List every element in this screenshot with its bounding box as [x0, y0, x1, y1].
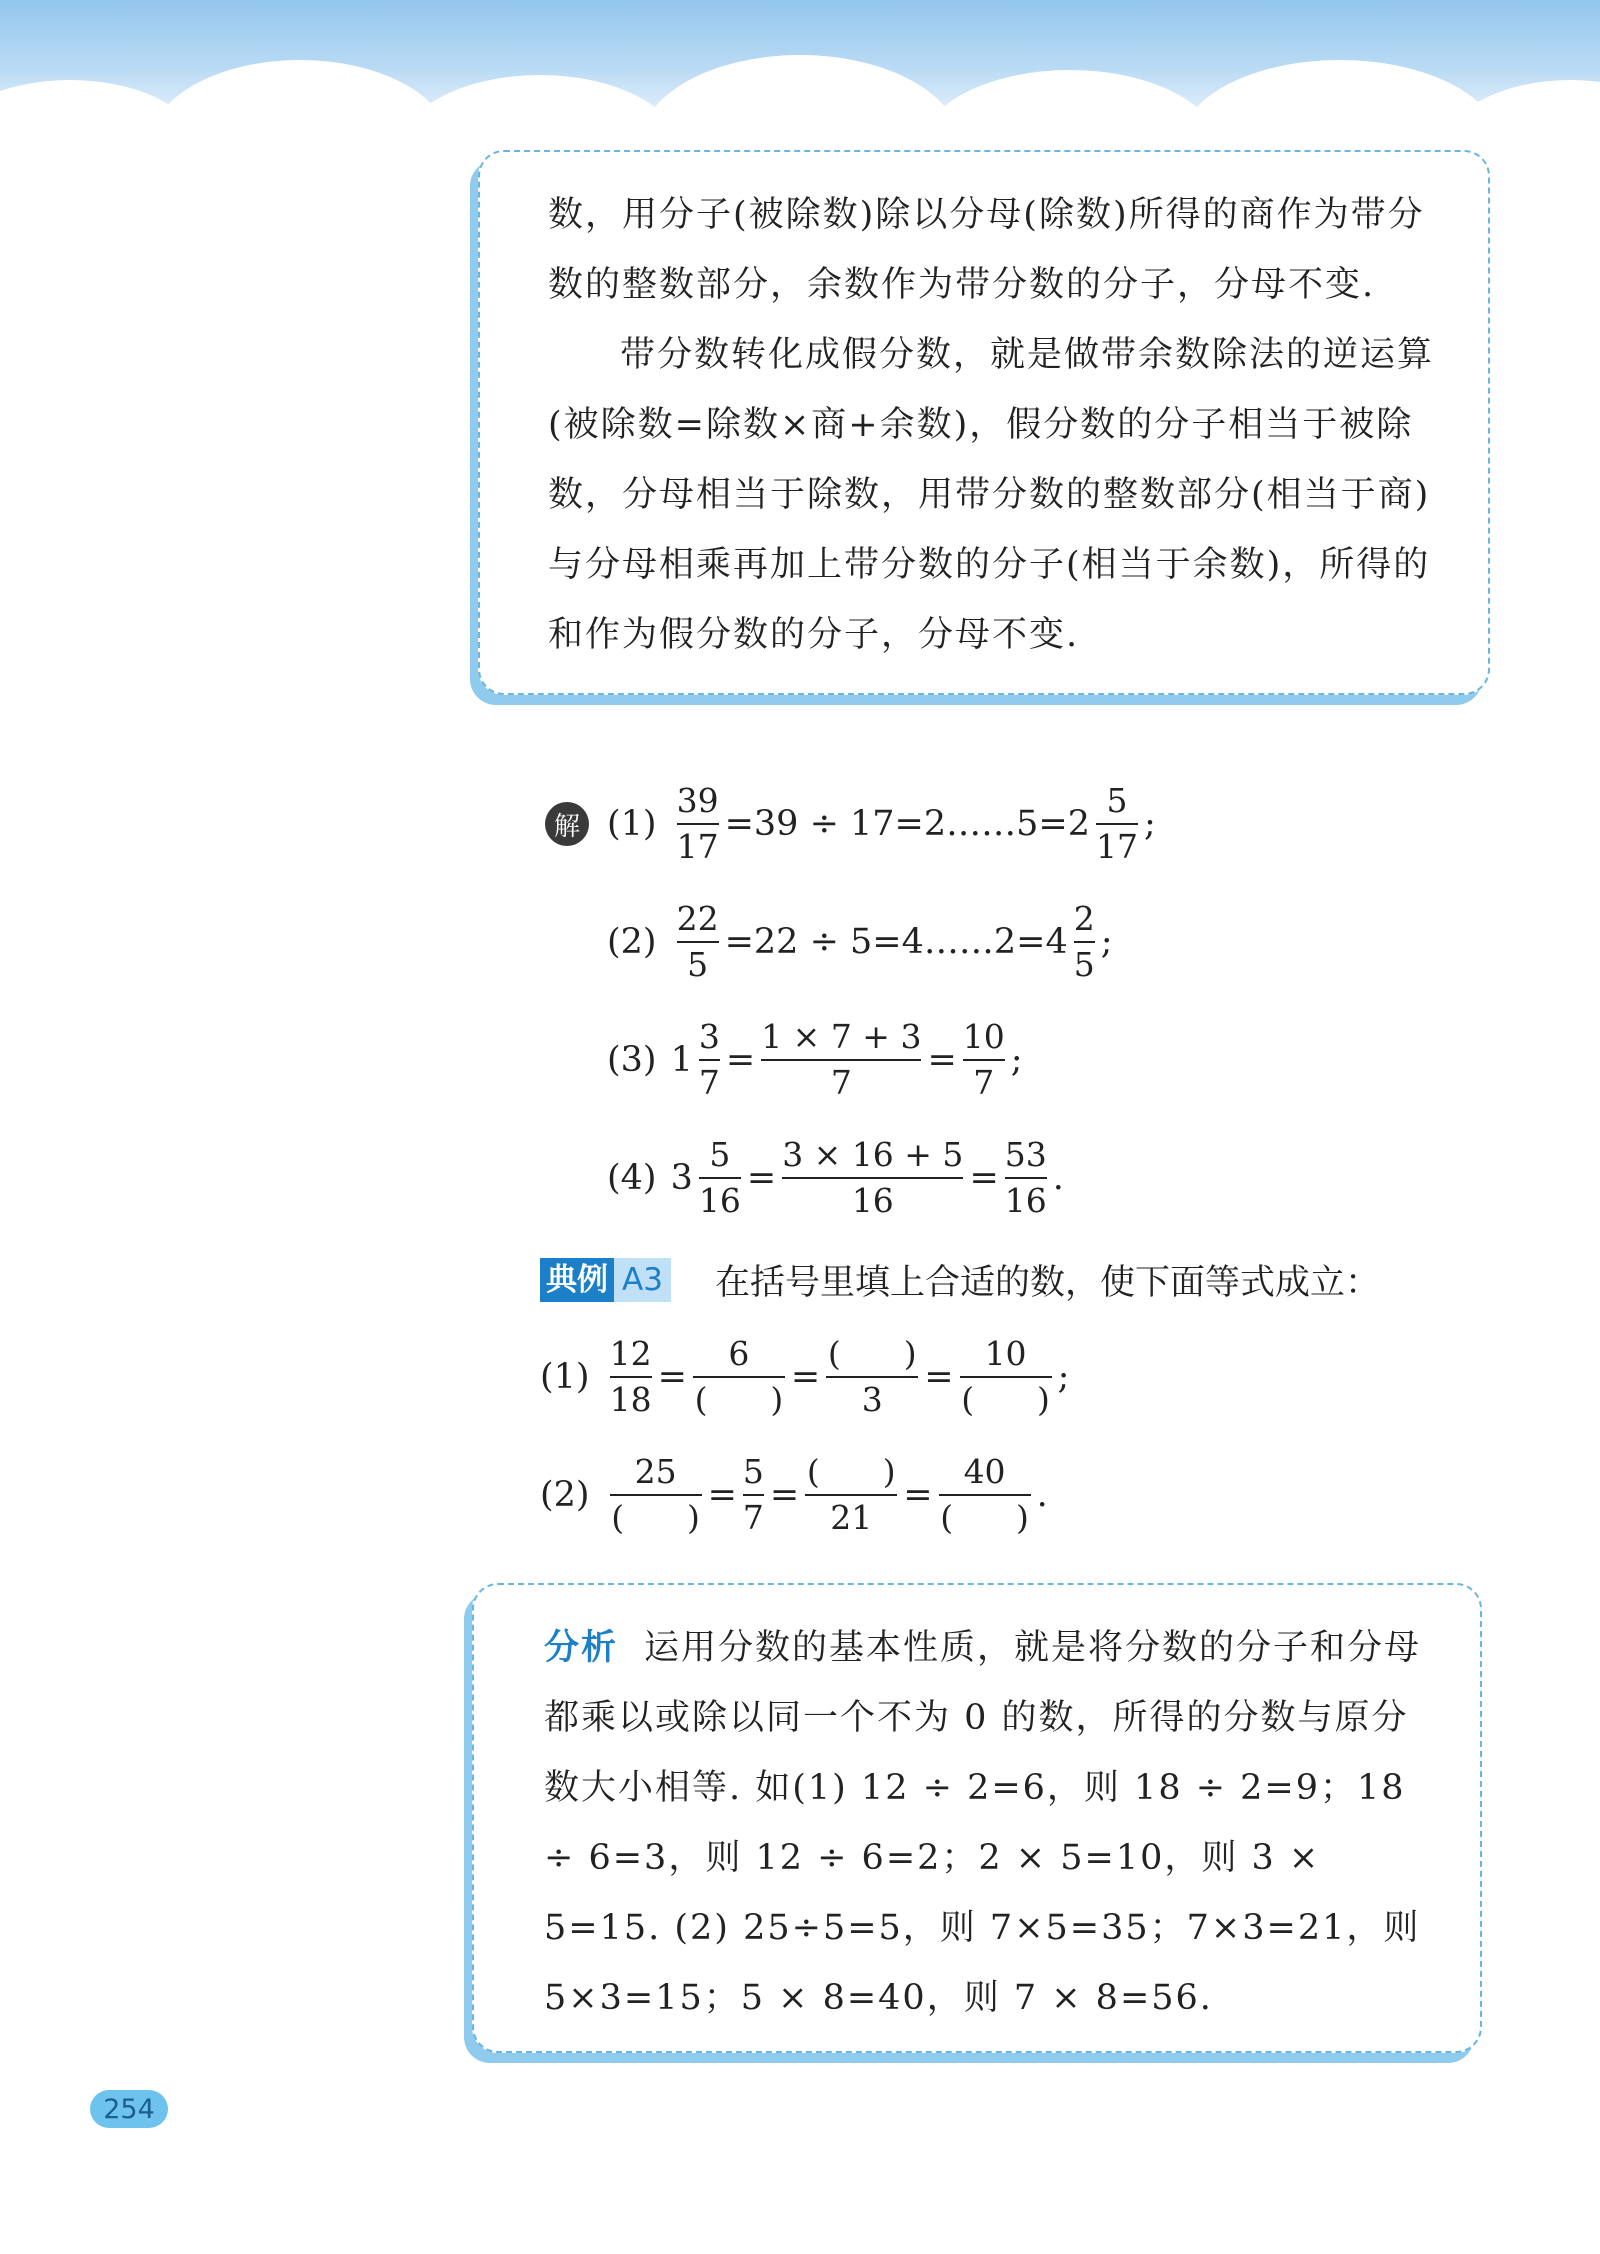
fraction: $\frac{6}{( )}$	[694, 1334, 784, 1419]
example-heading	[540, 1255, 1380, 1305]
punctuation: ;	[1010, 1040, 1023, 1080]
analysis-label: 分析	[544, 1628, 619, 1668]
analysis-text: 运用分数的基本性质，就是将分数的分子和分母都乘以或除以同一个不为 0 的数，所得的分数与原分数大小相等. 如(1) 12 ÷ 2=6，则 18 ÷ 2=9；18 ÷ 6=3，则 12 ÷ 6=2；2 × 5=10，则 3 × 5=15. (2) 25÷5=5，则 7×5=35；7×3=21，则 5×3=15；5 × 8=40，则 7 × 8=56.	[544, 1628, 1422, 2018]
fraction: $\frac{5}{16}$	[698, 1135, 741, 1220]
analysis-box	[472, 1583, 1482, 2053]
item-number: (2)	[540, 1475, 590, 1515]
solution-row-2	[545, 883, 1345, 1001]
fraction: $\frac{10}{( )}$	[961, 1334, 1050, 1419]
punctuation: ;	[1144, 804, 1156, 844]
fraction: $\frac{5}{7}$	[742, 1452, 764, 1537]
fraction: $\frac{53}{16}$	[1004, 1135, 1047, 1220]
fraction: $\frac{1 \times 7 + 3}{7}$	[761, 1017, 922, 1102]
equation-text: =39 ÷ 17=2……5=2	[724, 804, 1091, 844]
sky-banner	[0, 0, 1600, 150]
fraction: $\frac{22}{5}$	[676, 899, 719, 984]
question-row-2: (2) $\frac{25}{( )}$ = $\frac{5}{7}$ = $\frac{( )}{21}$ = $\frac{40}{( )}$ .	[540, 1436, 1440, 1554]
example-tag: 典例 A3	[540, 1258, 671, 1302]
fraction: $\frac{39}{17}$	[676, 781, 719, 866]
punctuation: .	[1036, 1475, 1048, 1515]
solution-block	[545, 765, 1345, 1237]
fraction: $\frac{( )}{21}$	[806, 1452, 896, 1537]
whole-part: 3	[670, 1158, 693, 1198]
solution-row-3: (3) 1 $\frac{3}{7}$ = $\frac{1 \times 7 + 3}{7}$ = $\frac{10}{7}$ ;	[545, 1001, 1345, 1119]
punctuation: ;	[1100, 922, 1113, 962]
solution-row-1	[545, 765, 1345, 883]
item-number: (1)	[607, 804, 657, 844]
fraction: $\frac{( )}{3}$	[827, 1334, 917, 1419]
question-row-1: (1) $\frac{12}{18}$ = $\frac{6}{( )}$ = $\frac{( )}{3}$ = $\frac{10}{( )}$ ;	[540, 1318, 1440, 1436]
item-number: (1)	[540, 1357, 590, 1397]
solution-row-4: (4) 3 $\frac{5}{16}$ = $\frac{3 \times 16 + 5}{16}$ = $\frac{53}{16}$ .	[545, 1119, 1345, 1237]
note-paragraph-1: 数，用分子(被除数)除以分母(除数)所得的商作为带分数的整数部分，余数作为带分数的分子，分母不变.	[548, 195, 1425, 305]
analysis-paragraph	[544, 1613, 1432, 2033]
fraction: $\frac{5}{17}$	[1096, 781, 1139, 866]
fraction: $\frac{10}{7}$	[962, 1017, 1005, 1102]
fraction: $\frac{2}{5}$	[1073, 899, 1095, 984]
example-prompt: 在括号里填上合适的数，使下面等式成立：	[714, 1263, 1380, 1303]
page-number: 254	[90, 2090, 168, 2128]
note-box-conversion	[478, 150, 1490, 695]
punctuation: ;	[1057, 1357, 1070, 1397]
fraction: $\frac{12}{18}$	[609, 1334, 652, 1419]
fraction: $\frac{25}{( )}$	[611, 1452, 700, 1537]
item-number: (4)	[607, 1158, 657, 1198]
fraction: $\frac{3}{7}$	[698, 1017, 720, 1102]
item-number: (2)	[607, 922, 657, 962]
equation-text: =22 ÷ 5=4……2=4	[724, 922, 1068, 962]
fraction: $\frac{3 \times 16 + 5}{16}$	[782, 1135, 964, 1220]
fraction: $\frac{40}{( )}$	[940, 1452, 1029, 1537]
solution-badge: 解	[545, 802, 589, 846]
item-number: (3)	[607, 1040, 657, 1080]
note-paragraph-2: 带分数转化成假分数，就是做带余数除法的逆运算(被除数=除数×商+余数)，假分数的分子相当于被除数，分母相当于除数，用带分数的整数部分(相当于商)与分母相乘再加上带分数的分子(相当于余数)，所得的和作为假分数的分子，分母不变.	[548, 335, 1435, 655]
whole-part: 1	[670, 1040, 693, 1080]
punctuation: .	[1052, 1158, 1064, 1198]
